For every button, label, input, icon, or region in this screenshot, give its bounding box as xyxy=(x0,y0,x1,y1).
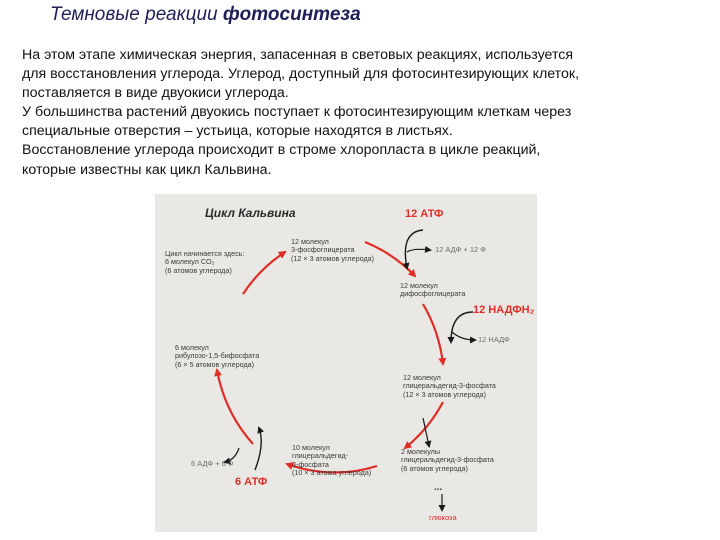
g3p2-branch-arrow xyxy=(423,418,429,446)
text-line: Восстановление углерода происходит в строме хлоропласта в цикле реакций, xyxy=(22,142,541,159)
nadph-input-label: 12 НАДФН₂ xyxy=(473,304,535,316)
text-line: У большинства растений двуокись поступает к фотосинтезирующим клеткам через xyxy=(22,104,572,121)
cycle-arrow-top-left xyxy=(243,252,285,294)
adp6-output-label: 6 АДФ + 6 Ф xyxy=(191,459,234,468)
pga-label: 12 молекул 3-фосфоглицерата (12 × 3 атомов углерода) xyxy=(291,237,375,263)
cycle-arrow-left xyxy=(217,370,253,444)
atp6-input-label: 6 АТФ xyxy=(235,476,268,488)
calvin-cycle-diagram xyxy=(155,194,537,532)
glucose-dots: ... xyxy=(434,482,443,493)
start-label: Цикл начинается здесь: 6 молекул CO₂ (6 атомов углерода) xyxy=(165,249,245,275)
atp6-input-arrow xyxy=(255,428,261,470)
atp-input-label: 12 АТФ xyxy=(405,208,444,220)
diagram-title: Цикл Кальвина xyxy=(205,206,296,220)
glucose-label: глюкоза xyxy=(429,513,457,522)
text-line: для восстановления углерода. Углерод, доступный для фотосинтезирующих клеток, xyxy=(22,66,580,83)
nadph-output-arrow xyxy=(452,332,475,340)
text-line: специальные отверстия – устьица, которые находятся в листьях. xyxy=(22,123,453,140)
cycle-arrow-right xyxy=(423,304,443,364)
text-line: На этом этапе химическая энергия, запасенная в световых реакциях, используется xyxy=(22,47,574,63)
g3p2-label: 2 молекулы глицеральдегид-3-фосфата (6 атомов углерода) xyxy=(401,447,494,473)
slide-title xyxy=(50,4,361,26)
atp-output-arrow xyxy=(407,249,430,252)
adp-output-label: 12 АДФ + 12 Ф xyxy=(435,245,486,254)
rubp-label: 6 молекул рибулозо-1,5-бифосфата (6 × 5 атомов углерода) xyxy=(175,343,260,369)
text-line: которые известны как цикл Кальвина. xyxy=(22,161,272,178)
slide-title-bold: фотосинтеза xyxy=(222,4,361,25)
bpg-label: 12 молекул дифосфоглицерата xyxy=(400,281,466,299)
text-line: поставляется в виде двуокиси углерода. xyxy=(22,85,289,102)
g3p12-label: 12 молекул глицеральдегид-3-фосфата (12 × 3 атомов углерода) xyxy=(403,373,496,399)
g3p10-label: 10 молекул глицеральдегид- 3-фосфата (10 × 3 атома углерода) xyxy=(292,443,372,478)
slide-title-normal: Темновые реакции xyxy=(50,4,223,25)
slide-text xyxy=(22,46,712,180)
nadp-output-label: 12 НАДФ xyxy=(478,335,510,344)
